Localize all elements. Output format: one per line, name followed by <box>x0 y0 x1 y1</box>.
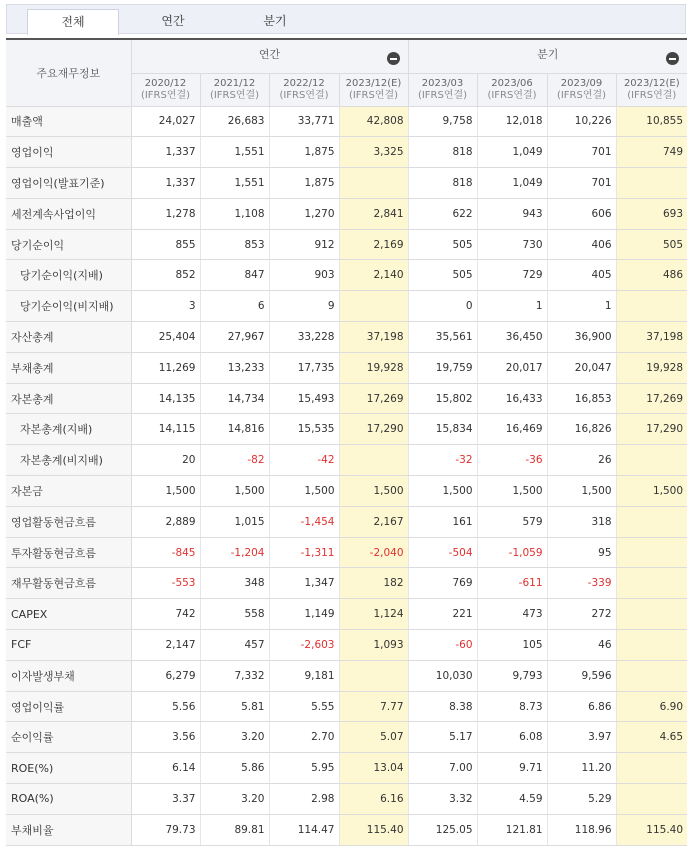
table-cell: 1,337 <box>131 137 200 168</box>
table-cell: 1,500 <box>131 476 200 507</box>
row-label: 자본총계 <box>6 383 131 414</box>
table-cell: 2,147 <box>131 630 200 661</box>
column-basis: (IFRS연결) <box>279 89 329 101</box>
table-cell: 33,228 <box>269 322 339 353</box>
row-label: 당기순이익(비지배) <box>6 291 131 322</box>
table-cell: 5.56 <box>131 691 200 722</box>
table-cell <box>616 753 687 784</box>
table-cell: 622 <box>408 198 477 229</box>
table-cell: 35,561 <box>408 322 477 353</box>
collapse-annual-icon[interactable] <box>387 52 400 65</box>
table-cell: 27,967 <box>200 322 269 353</box>
table-cell: 1,347 <box>269 568 339 599</box>
table-row <box>6 198 687 229</box>
table-cell: 26,683 <box>200 106 269 137</box>
table-cell: 121.81 <box>477 814 547 845</box>
table-cell: 1,270 <box>269 198 339 229</box>
annual-group-label: 연간 <box>258 48 281 62</box>
table-cell: 505 <box>616 229 687 260</box>
table-cell: 15,493 <box>269 383 339 414</box>
table-cell: 15,535 <box>269 414 339 445</box>
table-cell: 818 <box>408 168 477 199</box>
table-row <box>6 784 687 815</box>
table-cell: 17,735 <box>269 352 339 383</box>
view-tabs <box>6 4 686 34</box>
table-cell: 318 <box>547 506 616 537</box>
table-cell: 903 <box>269 260 339 291</box>
table-cell: 115.40 <box>339 814 408 845</box>
row-label: 자산총계 <box>6 322 131 353</box>
table-cell: 19,928 <box>616 352 687 383</box>
table-cell <box>616 168 687 199</box>
column-header <box>477 73 547 106</box>
table-cell: 6.16 <box>339 784 408 815</box>
table-cell: 579 <box>477 506 547 537</box>
table-cell: 729 <box>477 260 547 291</box>
table-cell: 2,169 <box>339 229 408 260</box>
column-header <box>339 73 408 106</box>
column-period: 2022/12 <box>283 77 325 89</box>
table-cell: 36,450 <box>477 322 547 353</box>
table-cell: 457 <box>200 630 269 661</box>
table-cell: 272 <box>547 599 616 630</box>
table-cell: 4.59 <box>477 784 547 815</box>
table-cell: 818 <box>408 137 477 168</box>
table-cell: 9,596 <box>547 660 616 691</box>
table-cell <box>616 445 687 476</box>
table-cell <box>616 506 687 537</box>
table-row <box>6 506 687 537</box>
table-cell: 5.81 <box>200 691 269 722</box>
row-label: ROE(%) <box>6 753 131 784</box>
table-cell: -611 <box>477 568 547 599</box>
table-cell: 505 <box>408 260 477 291</box>
column-basis: (IFRS연결) <box>417 89 468 101</box>
column-period: 2023/06 <box>491 77 533 89</box>
row-label: 영업활동현금흐름 <box>6 506 131 537</box>
table-cell: 36,900 <box>547 322 616 353</box>
table-cell: -60 <box>408 630 477 661</box>
table-cell: 95 <box>547 537 616 568</box>
row-label: 자본총계(지배) <box>6 414 131 445</box>
table-cell: -42 <box>269 445 339 476</box>
table-cell: 701 <box>547 168 616 199</box>
tab-annual[interactable]: 연간 <box>161 14 185 28</box>
column-basis: (IFRS연결) <box>140 89 191 101</box>
table-cell: -1,204 <box>200 537 269 568</box>
row-label: 순이익률 <box>6 722 131 753</box>
table-cell: 852 <box>131 260 200 291</box>
table-cell: 182 <box>339 568 408 599</box>
table-cell: 1,500 <box>269 476 339 507</box>
table-row <box>6 660 687 691</box>
table-cell: 1,500 <box>200 476 269 507</box>
table-row <box>6 599 687 630</box>
table-cell: 11.20 <box>547 753 616 784</box>
row-label: 투자활동현금흐름 <box>6 537 131 568</box>
table-cell: 1,049 <box>477 168 547 199</box>
table-row <box>6 352 687 383</box>
table-cell: 3.56 <box>131 722 200 753</box>
column-basis: (IFRS연결) <box>627 89 677 101</box>
column-period: 2023/12(E) <box>623 77 680 89</box>
table-cell: 17,290 <box>616 414 687 445</box>
table-cell: -339 <box>547 568 616 599</box>
row-label: ROA(%) <box>6 784 131 815</box>
table-cell: 1,500 <box>408 476 477 507</box>
column-period: 2023/03 <box>421 77 464 89</box>
annual-group-header <box>131 39 408 73</box>
column-header <box>547 73 616 106</box>
table-cell: 14,115 <box>131 414 200 445</box>
table-row <box>6 229 687 260</box>
table-row <box>6 291 687 322</box>
row-label: 당기순이익 <box>6 229 131 260</box>
table-cell: 19,928 <box>339 352 408 383</box>
table-cell: 79.73 <box>131 814 200 845</box>
table-cell: 7,332 <box>200 660 269 691</box>
table-cell: 3,325 <box>339 137 408 168</box>
table-cell: 19,759 <box>408 352 477 383</box>
table-cell: 46 <box>547 630 616 661</box>
table-cell: 9,793 <box>477 660 547 691</box>
table-cell: 1,337 <box>131 168 200 199</box>
table-cell: 1 <box>477 291 547 322</box>
table-cell: 473 <box>477 599 547 630</box>
column-basis: (IFRS연결) <box>348 89 399 101</box>
row-label: 재무활동현금흐름 <box>6 568 131 599</box>
table-cell: 4.65 <box>616 722 687 753</box>
table-cell: -504 <box>408 537 477 568</box>
table-cell: 15,834 <box>408 414 477 445</box>
table-cell: 118.96 <box>547 814 616 845</box>
table-cell: 1,124 <box>339 599 408 630</box>
table-cell <box>616 291 687 322</box>
table-cell: 6.08 <box>477 722 547 753</box>
table-cell: -553 <box>131 568 200 599</box>
table-cell: 853 <box>200 229 269 260</box>
table-cell <box>616 784 687 815</box>
table-cell: 5.55 <box>269 691 339 722</box>
table-cell: 8.73 <box>477 691 547 722</box>
table-cell: 10,226 <box>547 106 616 137</box>
row-label: 자본금 <box>6 476 131 507</box>
table-row <box>6 691 687 722</box>
table-cell: 701 <box>547 137 616 168</box>
table-cell: 125.05 <box>408 814 477 845</box>
table-cell: 5.95 <box>269 753 339 784</box>
table-cell: 37,198 <box>616 322 687 353</box>
table-cell: 855 <box>131 229 200 260</box>
table-row <box>6 322 687 353</box>
table-row <box>6 814 687 845</box>
table-row <box>6 137 687 168</box>
collapse-quarter-icon[interactable] <box>666 52 679 65</box>
table-cell: 17,290 <box>339 414 408 445</box>
table-row <box>6 630 687 661</box>
row-label: 영업이익 <box>6 137 131 168</box>
table-cell: 14,135 <box>131 383 200 414</box>
table-cell: 5.17 <box>408 722 477 753</box>
table-cell: 16,469 <box>477 414 547 445</box>
table-cell: 9,181 <box>269 660 339 691</box>
table-cell: 16,826 <box>547 414 616 445</box>
table-cell: 1,875 <box>269 168 339 199</box>
row-header-label: 주요재무정보 <box>6 39 131 106</box>
table-cell: 1,500 <box>616 476 687 507</box>
table-cell: 16,853 <box>547 383 616 414</box>
column-basis: (IFRS연결) <box>556 89 607 101</box>
table-cell: 9 <box>269 291 339 322</box>
table-cell: 2.70 <box>269 722 339 753</box>
table-cell <box>616 568 687 599</box>
table-cell: 17,269 <box>616 383 687 414</box>
table-cell: -1,311 <box>269 537 339 568</box>
column-header <box>408 73 477 106</box>
table-cell: 3 <box>131 291 200 322</box>
table-cell: 24,027 <box>131 106 200 137</box>
table-cell: 1,049 <box>477 137 547 168</box>
table-cell: 3.20 <box>200 722 269 753</box>
row-label: 영업이익률 <box>6 691 131 722</box>
table-cell <box>616 599 687 630</box>
table-cell: 0 <box>408 291 477 322</box>
table-cell: -1,059 <box>477 537 547 568</box>
table-cell: 1,551 <box>200 137 269 168</box>
table-cell: 5.86 <box>200 753 269 784</box>
table-cell: 37,198 <box>339 322 408 353</box>
column-header <box>269 73 339 106</box>
table-row <box>6 722 687 753</box>
table-cell: 742 <box>131 599 200 630</box>
table-cell: 25,404 <box>131 322 200 353</box>
table-cell: 2,140 <box>339 260 408 291</box>
table-row <box>6 168 687 199</box>
row-label: 부채비율 <box>6 814 131 845</box>
table-cell <box>616 537 687 568</box>
table-cell: 1,500 <box>339 476 408 507</box>
table-cell: 2,841 <box>339 198 408 229</box>
tab-quarter[interactable]: 분기 <box>263 14 287 28</box>
table-cell: 406 <box>547 229 616 260</box>
table-cell: 7.77 <box>339 691 408 722</box>
table-cell: 847 <box>200 260 269 291</box>
table-cell: 1,551 <box>200 168 269 199</box>
table-cell <box>616 660 687 691</box>
column-basis: (IFRS연결) <box>487 89 537 101</box>
table-cell <box>616 630 687 661</box>
table-cell: 1,108 <box>200 198 269 229</box>
table-cell: 13,233 <box>200 352 269 383</box>
table-cell: 749 <box>616 137 687 168</box>
table-row <box>6 568 687 599</box>
tab-all[interactable]: 전체 <box>27 9 119 35</box>
table-cell: 486 <box>616 260 687 291</box>
table-cell: -32 <box>408 445 477 476</box>
table-row <box>6 260 687 291</box>
table-cell: 14,816 <box>200 414 269 445</box>
table-cell: 405 <box>547 260 616 291</box>
row-label: 세전계속사업이익 <box>6 198 131 229</box>
table-cell: -82 <box>200 445 269 476</box>
table-row <box>6 414 687 445</box>
column-basis: (IFRS연결) <box>209 89 260 101</box>
table-cell: 14,734 <box>200 383 269 414</box>
table-cell: 6.86 <box>547 691 616 722</box>
table-cell: 13.04 <box>339 753 408 784</box>
table-cell <box>339 660 408 691</box>
table-cell: 20 <box>131 445 200 476</box>
table-cell: -2,603 <box>269 630 339 661</box>
table-cell: 6.90 <box>616 691 687 722</box>
table-cell: 161 <box>408 506 477 537</box>
table-cell: 6.14 <box>131 753 200 784</box>
table-cell: 2.98 <box>269 784 339 815</box>
row-label: 자본총계(비지배) <box>6 445 131 476</box>
table-cell: 1,093 <box>339 630 408 661</box>
table-cell: 15,802 <box>408 383 477 414</box>
table-cell: 221 <box>408 599 477 630</box>
column-header <box>131 73 200 106</box>
column-header <box>616 73 687 106</box>
table-row <box>6 445 687 476</box>
table-cell: 912 <box>269 229 339 260</box>
table-row <box>6 106 687 137</box>
table-cell: 5.07 <box>339 722 408 753</box>
table-cell: 3.37 <box>131 784 200 815</box>
table-cell: 11,269 <box>131 352 200 383</box>
table-cell <box>339 291 408 322</box>
table-cell <box>339 445 408 476</box>
table-cell: 17,269 <box>339 383 408 414</box>
table-cell: 105 <box>477 630 547 661</box>
table-cell: 114.47 <box>269 814 339 845</box>
table-cell: -36 <box>477 445 547 476</box>
table-row <box>6 537 687 568</box>
row-label: 당기순이익(지배) <box>6 260 131 291</box>
table-cell: 10,030 <box>408 660 477 691</box>
table-cell: 769 <box>408 568 477 599</box>
column-period: 2023/09 <box>560 77 603 89</box>
table-cell: 943 <box>477 198 547 229</box>
table-cell: -2,040 <box>339 537 408 568</box>
row-label: CAPEX <box>6 599 131 630</box>
column-period: 2020/12 <box>144 77 187 89</box>
table-cell: 9.71 <box>477 753 547 784</box>
column-period: 2021/12 <box>213 77 256 89</box>
table-cell: 7.00 <box>408 753 477 784</box>
table-cell: 3.97 <box>547 722 616 753</box>
column-header <box>200 73 269 106</box>
table-cell: -845 <box>131 537 200 568</box>
table-cell: 1,015 <box>200 506 269 537</box>
table-cell: 33,771 <box>269 106 339 137</box>
table-cell: 8.38 <box>408 691 477 722</box>
table-cell: 1,875 <box>269 137 339 168</box>
table-cell: 1,149 <box>269 599 339 630</box>
table-cell: 730 <box>477 229 547 260</box>
table-cell: 42,808 <box>339 106 408 137</box>
table-row <box>6 476 687 507</box>
table-cell: 1 <box>547 291 616 322</box>
table-cell: 3.20 <box>200 784 269 815</box>
table-cell: 10,855 <box>616 106 687 137</box>
row-label: 부채총계 <box>6 352 131 383</box>
table-cell: 2,167 <box>339 506 408 537</box>
table-cell: 1,500 <box>477 476 547 507</box>
table-cell: 505 <box>408 229 477 260</box>
financial-summary-table <box>6 38 687 846</box>
table-cell: 16,433 <box>477 383 547 414</box>
row-label: 이자발생부채 <box>6 660 131 691</box>
quarter-group-header <box>408 39 687 73</box>
table-cell: 115.40 <box>616 814 687 845</box>
table-cell: 20,017 <box>477 352 547 383</box>
row-label: 영업이익(발표기준) <box>6 168 131 199</box>
table-cell: 1,278 <box>131 198 200 229</box>
table-cell <box>339 168 408 199</box>
table-cell: 26 <box>547 445 616 476</box>
table-cell: 6,279 <box>131 660 200 691</box>
table-cell: -1,454 <box>269 506 339 537</box>
table-cell: 693 <box>616 198 687 229</box>
table-cell: 5.29 <box>547 784 616 815</box>
table-cell: 606 <box>547 198 616 229</box>
table-row <box>6 753 687 784</box>
table-cell: 3.32 <box>408 784 477 815</box>
table-cell: 6 <box>200 291 269 322</box>
quarter-group-label: 분기 <box>537 48 559 62</box>
table-row <box>6 383 687 414</box>
table-cell: 348 <box>200 568 269 599</box>
row-label: 매출액 <box>6 106 131 137</box>
table-cell: 12,018 <box>477 106 547 137</box>
table-cell: 1,500 <box>547 476 616 507</box>
table-cell: 9,758 <box>408 106 477 137</box>
table-cell: 20,047 <box>547 352 616 383</box>
table-cell: 89.81 <box>200 814 269 845</box>
table-cell: 2,889 <box>131 506 200 537</box>
table-cell: 558 <box>200 599 269 630</box>
column-period: 2023/12(E) <box>345 77 402 89</box>
row-label: FCF <box>6 630 131 661</box>
